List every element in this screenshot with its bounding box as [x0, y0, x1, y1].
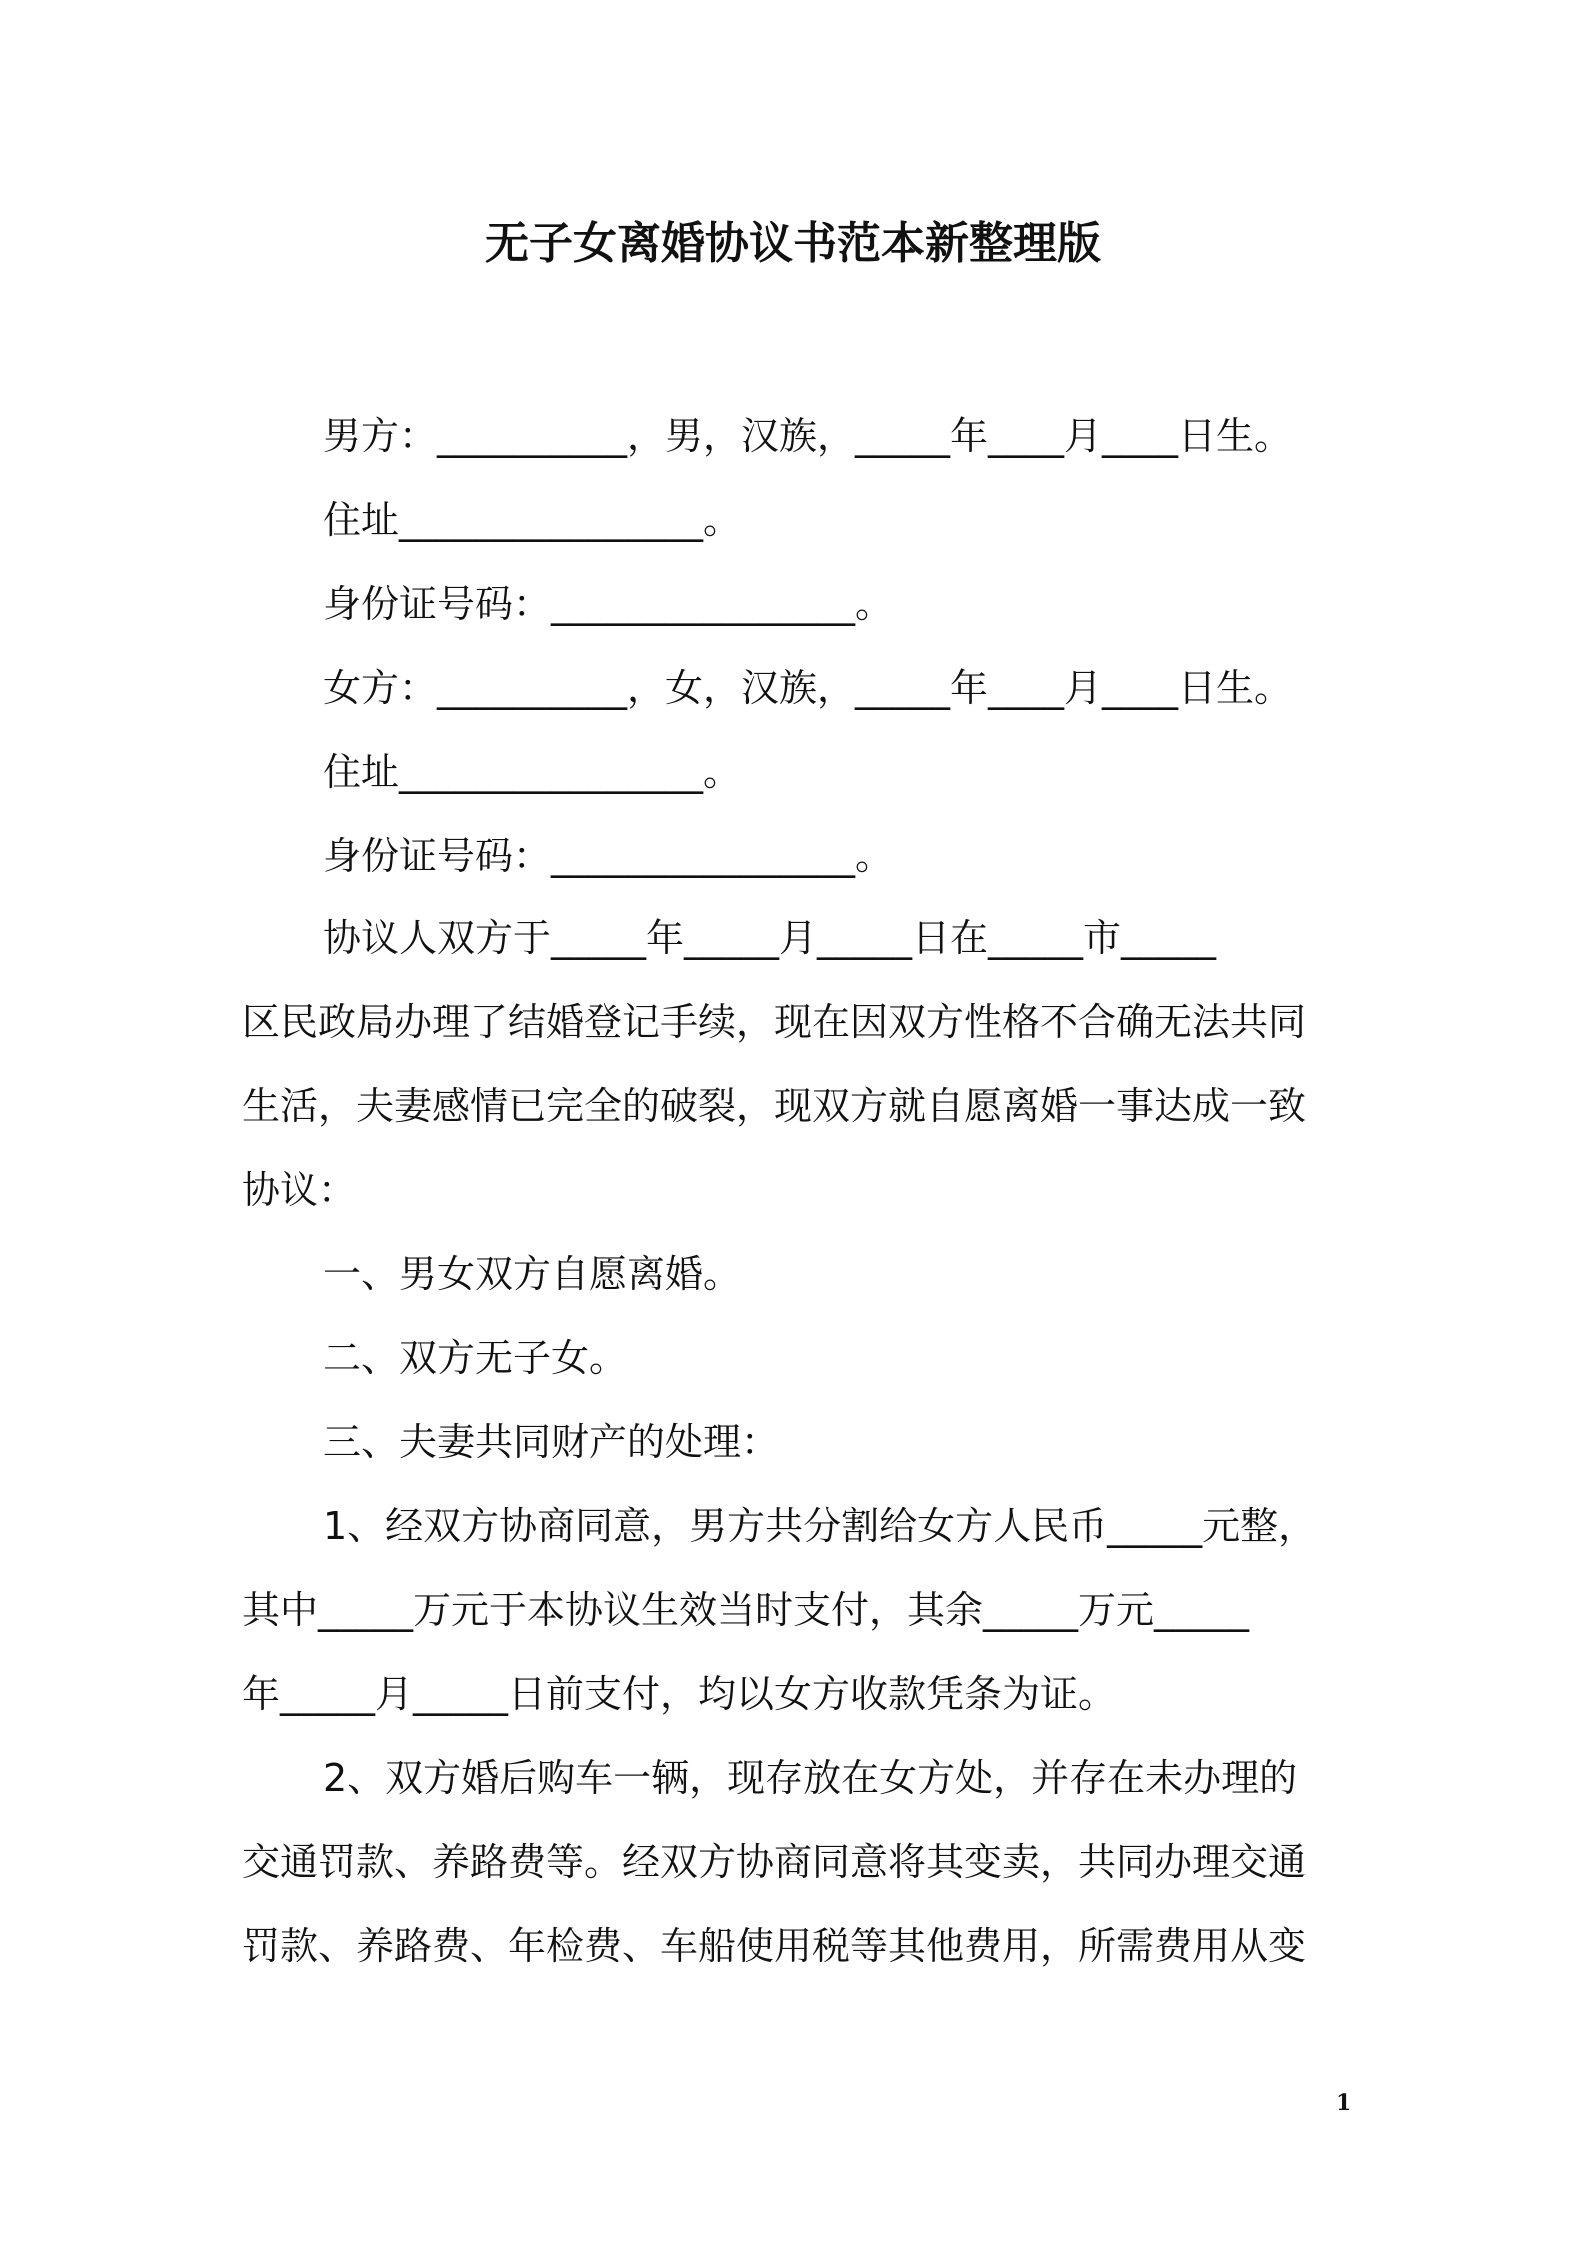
marriage-registration-line-2: 区民政局办理了结婚登记手续，现在因双方性格不合确无法共同 [242, 1000, 1307, 1044]
marriage-registration-line-3: 生活，夫妻感情已完全的破裂，现双方就自愿离婚一事达成一致 [242, 1084, 1307, 1128]
property-item-2-line-2: 交通罚款、养路费等。经双方协商同意将其变卖，共同办理交通 [242, 1840, 1307, 1884]
page-number: 1 [1336, 2090, 1352, 2116]
property-item-1-line-3: 年_____月_____日前支付，均以女方收款凭条为证。 [242, 1672, 1117, 1716]
male-id-number-line: 身份证号码：________________。 [323, 582, 894, 626]
document-title: 无子女离婚协议书范本新整理版 [485, 218, 1101, 269]
male-address-line: 住址________________。 [323, 498, 742, 542]
female-id-number-line: 身份证号码：________________。 [323, 834, 894, 878]
marriage-registration-line-1: 协议人双方于_____年_____月_____日在_____市_____ [323, 916, 1217, 960]
clause-2-heading: 二、双方无子女。 [323, 1336, 628, 1380]
female-party-line: 女方：__________，女，汉族，_____年____月____日生。 [323, 666, 1293, 710]
clause-1-heading: 一、男女双方自愿离婚。 [323, 1252, 742, 1296]
clause-3-heading: 三、夫妻共同财产的处理： [323, 1420, 780, 1464]
property-item-2-line-1: 2、双方婚后购车一辆，现存放在女方处，并存在未办理的 [323, 1756, 1298, 1800]
female-address-line: 住址________________。 [323, 750, 742, 794]
property-item-2-line-3: 罚款、养路费、年检费、车船使用税等其他费用，所需费用从变 [242, 1924, 1307, 1968]
property-item-1-line-1: 1、经双方协商同意，男方共分割给女方人民币_____元整， [323, 1504, 1317, 1548]
property-item-1-line-2: 其中_____万元于本协议生效当时支付，其余_____万元_____ [242, 1588, 1250, 1632]
marriage-registration-line-4: 协议： [242, 1168, 357, 1212]
male-party-line: 男方：__________，男，汉族，_____年____月____日生。 [323, 414, 1293, 458]
